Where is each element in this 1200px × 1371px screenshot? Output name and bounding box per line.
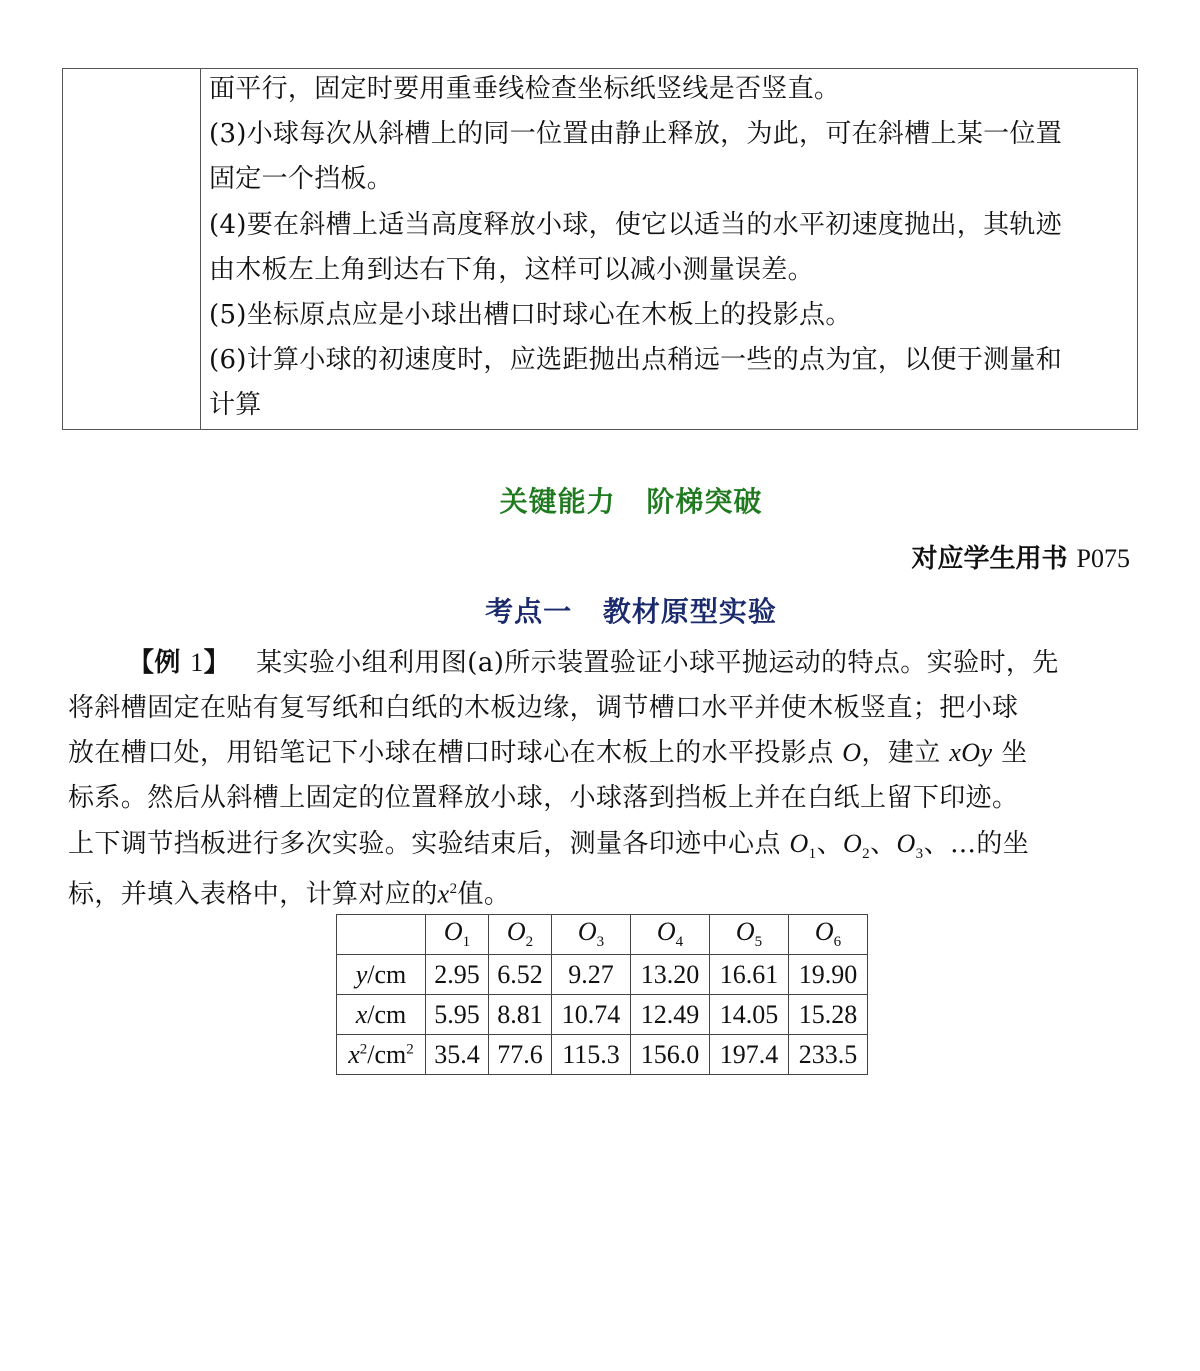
table-cell: 19.90 bbox=[789, 955, 868, 995]
note-line: 固定一个挡板。 bbox=[209, 164, 394, 194]
table-cell: 13.20 bbox=[631, 955, 710, 995]
table-header-cell: $O_5$ bbox=[710, 915, 789, 955]
table-cell: 115.3 bbox=[552, 1035, 631, 1075]
notes-table bbox=[62, 68, 1138, 430]
example-label: 【例 1】 bbox=[128, 648, 231, 678]
table-header-cell: $O_6$ bbox=[789, 915, 868, 955]
note-line: (4)要在斜槽上适当高度释放小球，使它以适当的水平初速度抛出，其轨迹 bbox=[209, 210, 1063, 240]
page-reference-label: 对应学生用书 bbox=[911, 544, 1068, 574]
table-cell: 197.4 bbox=[710, 1035, 789, 1075]
table-cell: 35.4 bbox=[426, 1035, 489, 1075]
table-header-cell: $O_1$ bbox=[426, 915, 489, 955]
table-row bbox=[337, 955, 868, 995]
note-line: 计算 bbox=[209, 390, 262, 420]
page-reference-number: P075 bbox=[1076, 544, 1130, 573]
example-line-5: 上下调节挡板进行多次实验。实验结束后，测量各印迹中心点 $O_1$、$O_2$、$O_3$、…的坐 bbox=[68, 829, 1030, 863]
notes-left-cell bbox=[63, 69, 201, 429]
table-cell: 14.05 bbox=[710, 995, 789, 1035]
note-line: (5)坐标原点应是小球出槽口时球心在木板上的投影点。 bbox=[209, 300, 852, 330]
table-cell: 2.95 bbox=[426, 955, 489, 995]
example-line-3: 放在槽口处，用铅笔记下小球在槽口时球心在木板上的水平投影点 O，建立 xOy 坐 bbox=[68, 738, 1028, 768]
example-line-1: 【例 1】 某实验小组利用图(a)所示装置验证小球平抛运动的特点。实验时，先 bbox=[128, 648, 1059, 678]
table-cell: 12.49 bbox=[631, 995, 710, 1035]
table-header-cell: $O_3$ bbox=[552, 915, 631, 955]
table-cell: 16.61 bbox=[710, 955, 789, 995]
data-table bbox=[336, 914, 868, 1075]
row-label: $x^2/cm^2$ bbox=[337, 1035, 426, 1075]
table-cell: 10.74 bbox=[552, 995, 631, 1035]
note-line: 面平行，固定时要用重垂线检查坐标纸竖线是否竖直。 bbox=[209, 74, 841, 104]
table-header-row bbox=[337, 915, 868, 955]
table-cell: 156.0 bbox=[631, 1035, 710, 1075]
example-line-2: 将斜槽固定在贴有复写纸和白纸的木板边缘，调节槽口水平并使木板竖直；把小球 bbox=[68, 693, 1019, 723]
row-label: y/cm bbox=[337, 955, 426, 995]
row-label: x/cm bbox=[337, 995, 426, 1035]
table-cell: 9.27 bbox=[552, 955, 631, 995]
topic-title: 考点一 教材原型实验 bbox=[485, 595, 777, 628]
table-row bbox=[337, 995, 868, 1035]
table-cell: 5.95 bbox=[426, 995, 489, 1035]
table-cell: 6.52 bbox=[489, 955, 552, 995]
note-line: (6)计算小球的初速度时，应选距抛出点稍远一些的点为宜，以便于测量和 bbox=[209, 345, 1063, 375]
table-cell: 233.5 bbox=[789, 1035, 868, 1075]
table-cell: 77.6 bbox=[489, 1035, 552, 1075]
section-title: 关键能力 阶梯突破 bbox=[499, 485, 763, 518]
table-header-cell: $O_2$ bbox=[489, 915, 552, 955]
table-corner-cell bbox=[337, 915, 426, 955]
page-reference bbox=[911, 538, 1130, 575]
example-line-4: 标系。然后从斜槽上固定的位置释放小球，小球落到挡板上并在白纸上留下印迹。 bbox=[68, 783, 1019, 813]
notes-right-cell bbox=[201, 69, 1137, 429]
table-cell: 8.81 bbox=[489, 995, 552, 1035]
note-line: (3)小球每次从斜槽上的同一位置由静止释放，为此，可在斜槽上某一位置 bbox=[209, 119, 1063, 149]
table-row bbox=[337, 1035, 868, 1075]
example-line-6: 标，并填入表格中，计算对应的$x^2$值。 bbox=[68, 879, 511, 910]
table-header-cell: $O_4$ bbox=[631, 915, 710, 955]
note-line: 由木板左上角到达右下角，这样可以减小测量误差。 bbox=[209, 255, 814, 285]
table-cell: 15.28 bbox=[789, 995, 868, 1035]
